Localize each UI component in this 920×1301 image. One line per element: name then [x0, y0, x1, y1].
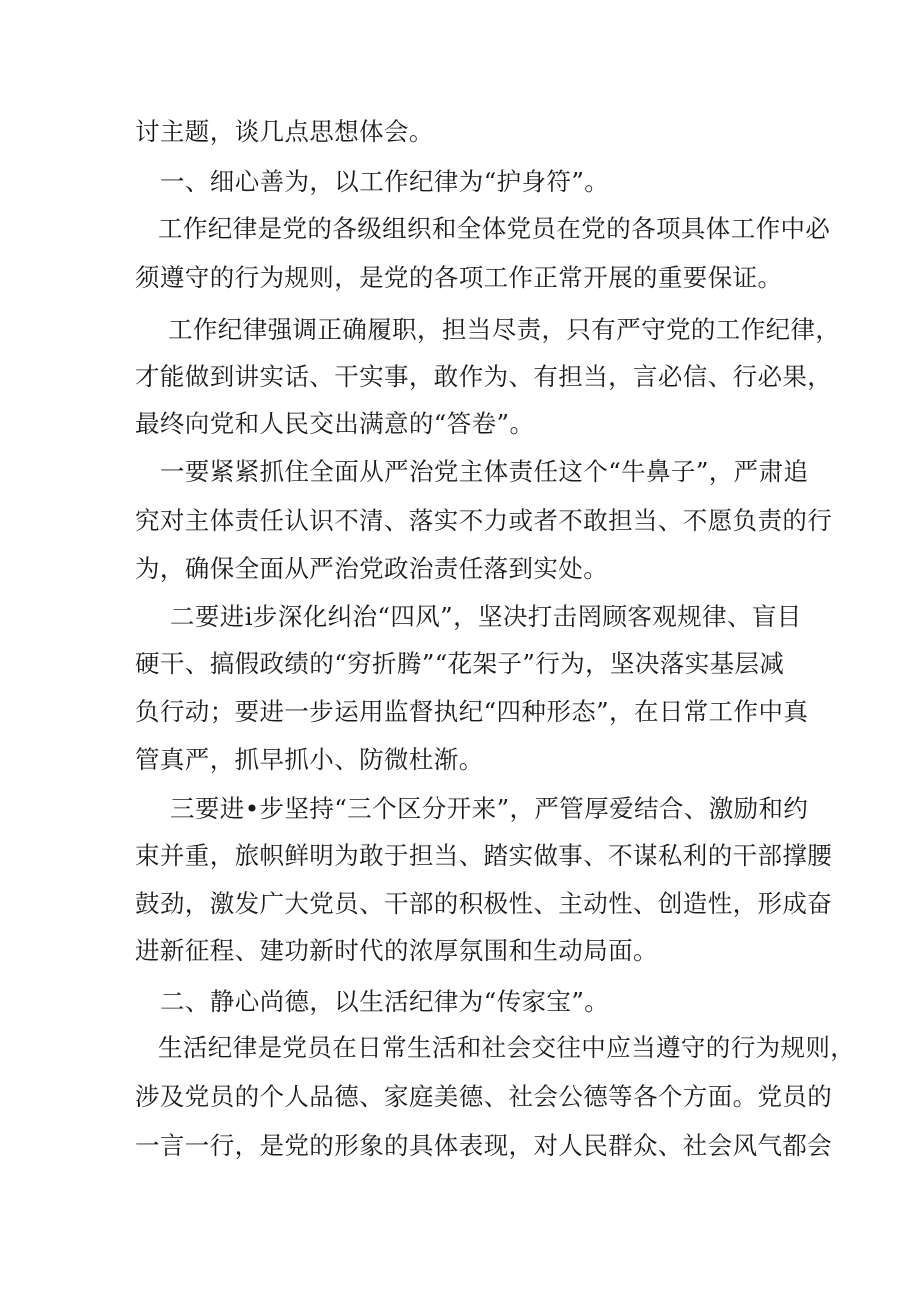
text-line: 管真严，抓早抓小、防微杜渐。: [135, 745, 484, 774]
text-line: 涉及党员的个人品德、家庭美德、社会公德等各个方面。党员的: [135, 1082, 833, 1111]
text-line: 鼓劲，激发广大党员、干部的积极性、主动性、创造性，形成奋: [135, 889, 833, 918]
text-line: 进新征程、建功新时代的浓厚氛围和生动局面。: [135, 936, 658, 965]
text-line: 三要进•步坚持“三个区分开来”，严管厚爱结合、激励和约: [170, 794, 809, 823]
section-heading: 二、静心尚德，以生活纪律为“传家宝”。: [160, 987, 610, 1016]
section-heading: 一、细心善为，以工作纪律为“护身符”。: [160, 167, 610, 196]
text-line: 负行动；要进一步运用监督执纪“四种形态”，在日常工作中真: [135, 697, 809, 726]
text-line: 为，确保全面从严治党政治责任落到实处。: [135, 554, 609, 583]
text-line: 工作纪律强调正确履职，担当尽责，只有严守党的工作纪律，: [168, 315, 841, 344]
text-line: 才能做到讲实话、干实事，敢作为、有担当，言必信、行必果，: [135, 362, 833, 391]
text-line: 须遵守的行为规则，是党的各项工作正常开展的重要保证。: [135, 263, 783, 292]
text-line: 二要进i步深化纠治“四风”，坚决打击罔顾客观规律、盲目: [170, 602, 802, 631]
text-line: 最终向党和人民交出满意的“答卷”。: [135, 409, 535, 438]
text-line: 一言一行，是党的形象的具体表现，对人民群众、社会风气都会: [135, 1131, 833, 1160]
text-line: 究对主体责任认识不清、落实不力或者不敢担当、不愿负责的行: [135, 506, 833, 535]
text-line: 生活纪律是党员在日常生活和社会交往中应当遵守的行为规则，: [158, 1033, 856, 1062]
text-line: 一要紧紧抓住全面从严治党主体责任这个“牛鼻子”，严肃追: [160, 457, 809, 486]
text-line: 束并重，旅帜鲜明为敢于担当、踏实做事、不谋私利的干部撑腰: [135, 841, 833, 870]
text-line: 工作纪律是党的各级组织和全体党员在党的各项具体工作中必: [158, 214, 831, 243]
text-line: 硬干、搞假政绩的“穷折腾”“花架子”行为，坚决落实基层减: [135, 649, 785, 678]
text-line: 讨主题，谈几点思想体会。: [135, 117, 434, 146]
